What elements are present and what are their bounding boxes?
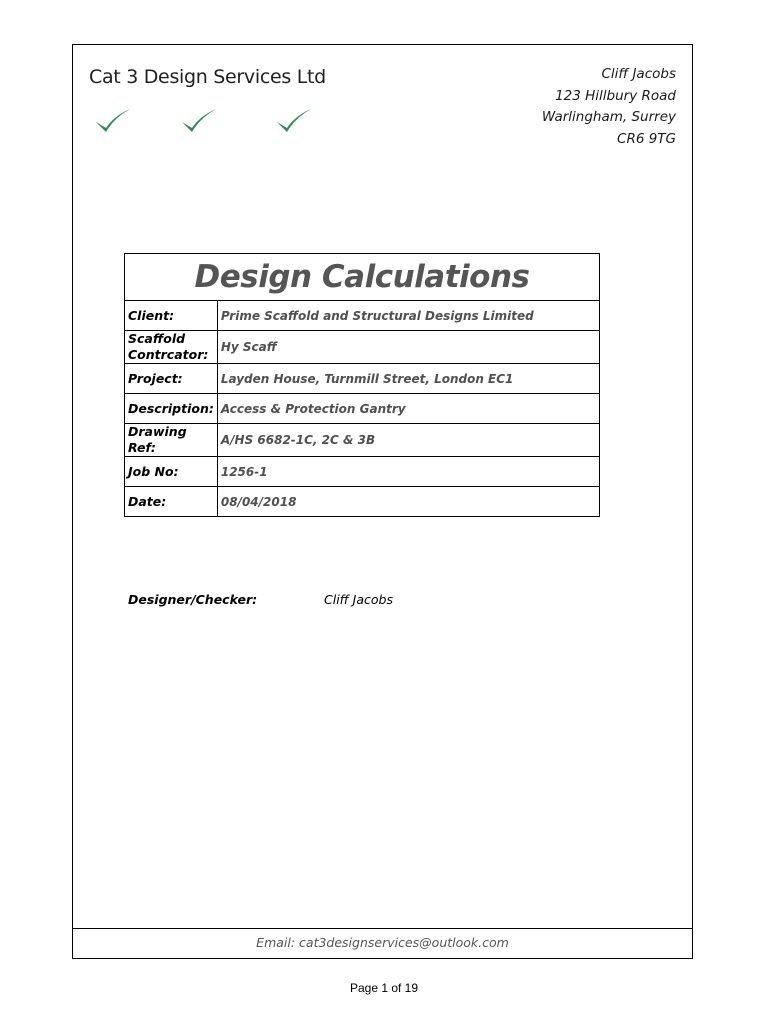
address-postcode: CR6 9TG: [617, 130, 676, 147]
check-icon: [94, 106, 132, 138]
check-icon: [180, 106, 218, 138]
row-value: Access & Protection Gantry: [217, 394, 599, 424]
row-label: Job No:: [125, 457, 218, 487]
designer-label: Designer/Checker:: [128, 592, 258, 607]
row-label: Client:: [125, 301, 218, 331]
table-title: Design Calculations: [125, 254, 600, 301]
row-value: 08/04/2018: [217, 487, 599, 517]
row-value: A/HS 6682-1C, 2C & 3B: [217, 424, 599, 457]
row-label: Scaffold Contrcator:: [125, 331, 218, 364]
address-block: [542, 64, 676, 150]
address-line1: 123 Hillbury Road: [555, 87, 676, 104]
tick-marks: [94, 106, 324, 140]
address-line2: Warlingham, Surrey: [541, 109, 676, 125]
table-row: [125, 394, 600, 424]
check-icon: [275, 106, 313, 138]
page-number: Page 1 of 19: [349, 981, 419, 995]
table-row: [125, 331, 600, 364]
footer-email: Email: cat3designservices@outlook.com: [256, 935, 509, 950]
row-value: 1256-1: [217, 457, 599, 487]
row-label: Drawing Ref:: [125, 424, 218, 457]
company-name: Cat 3 Design Services Ltd: [89, 66, 326, 88]
row-value: Prime Scaffold and Structural Designs Limited: [217, 301, 599, 331]
table-row: [125, 487, 600, 517]
address-name: Cliff Jacobs: [601, 66, 676, 82]
row-value: Layden House, Turnmill Street, London EC1: [217, 364, 599, 394]
row-label: Project:: [125, 364, 218, 394]
designer-name: Cliff Jacobs: [324, 592, 393, 607]
row-value: Hy Scaff: [217, 331, 599, 364]
row-label: Description:: [125, 394, 218, 424]
design-calculations-table: [124, 253, 600, 517]
footer-divider: [72, 928, 693, 929]
table-row: [125, 457, 600, 487]
table-row: [125, 301, 600, 331]
row-label: Date:: [125, 487, 218, 517]
table-row: [125, 364, 600, 394]
table-row: [125, 424, 600, 457]
